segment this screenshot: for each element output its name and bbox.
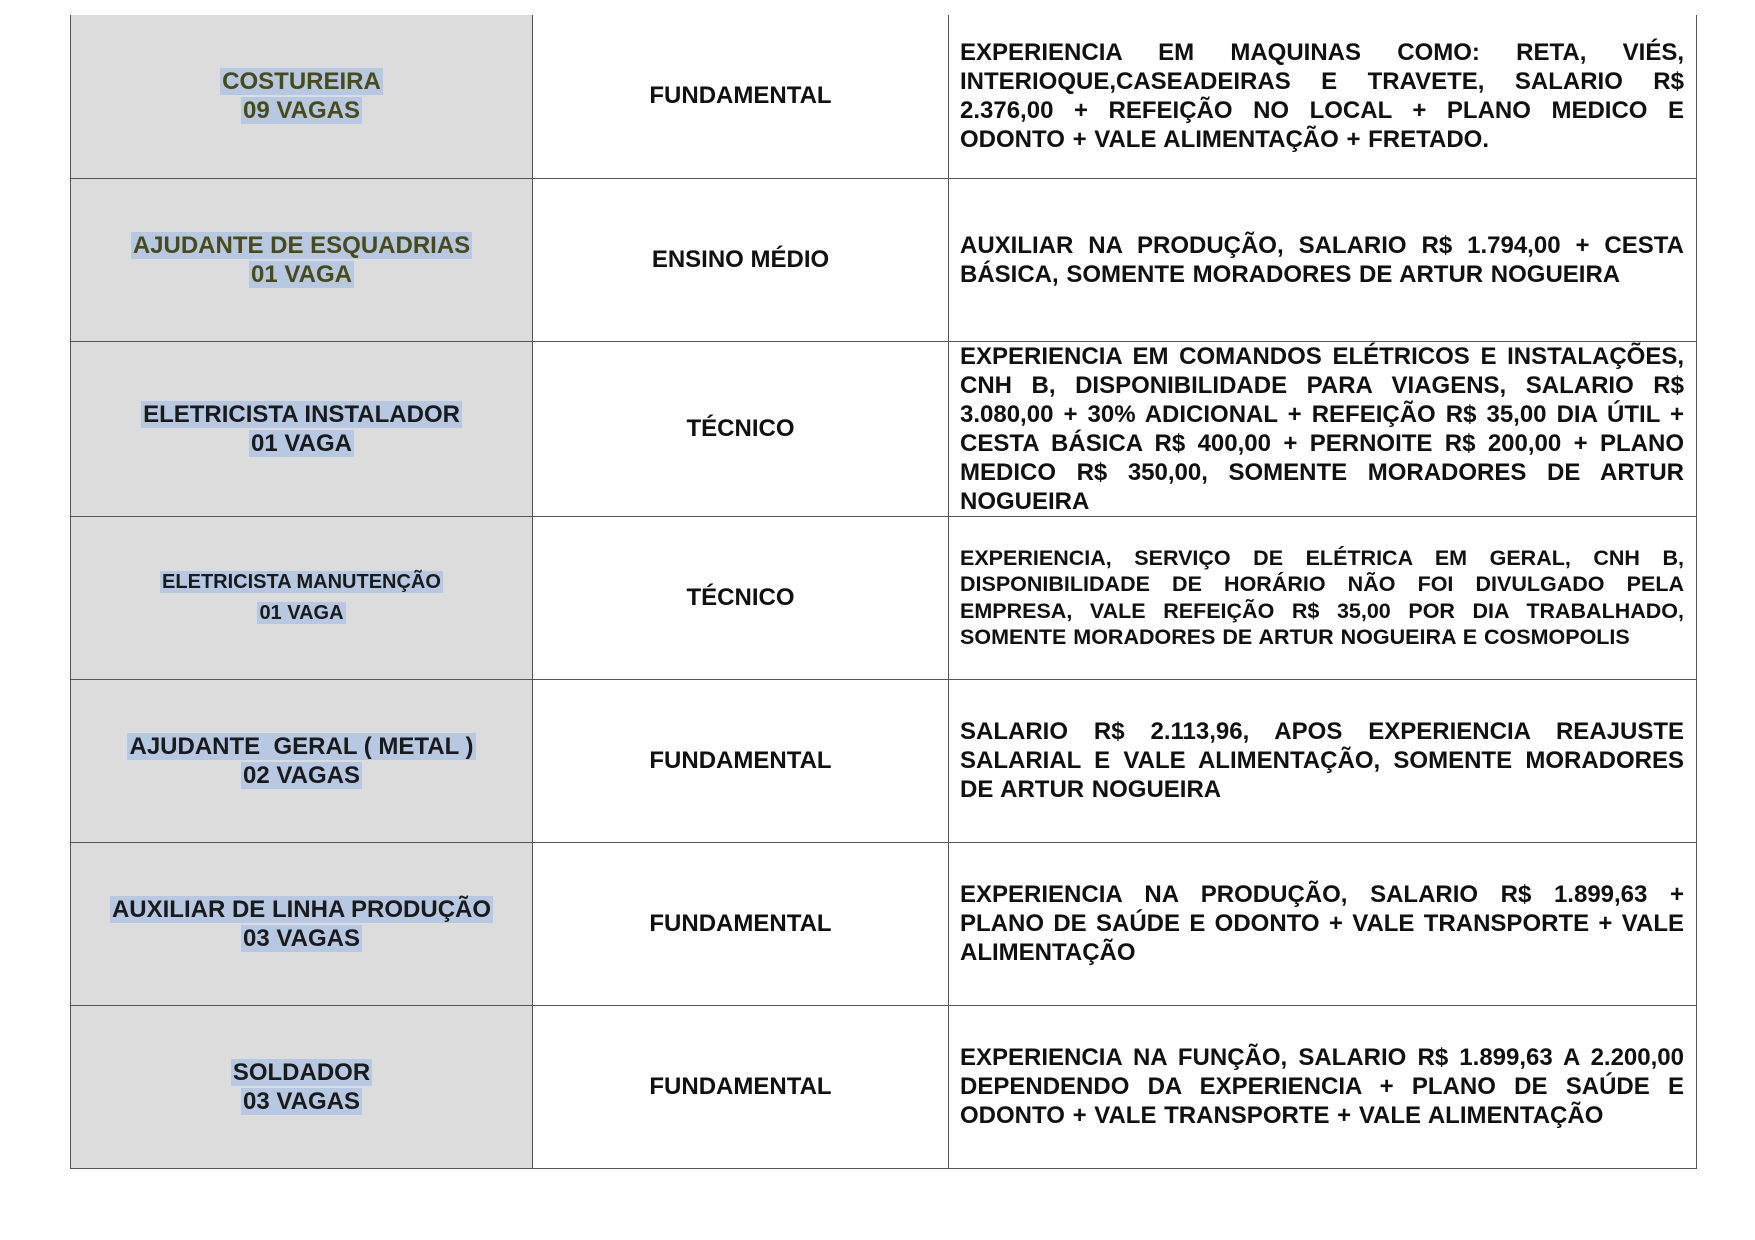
table-row bbox=[71, 15, 1697, 178]
job-vacancies: 02 VAGAS bbox=[243, 761, 360, 789]
job-title: AJUDANTE GERAL ( METAL ) bbox=[129, 732, 474, 760]
job-title: SOLDADOR bbox=[232, 1058, 371, 1086]
table-row bbox=[71, 1005, 1697, 1168]
description-cell: EXPERIENCIA EM MAQUINAS COMO: RETA, VIÉS, INTERIOQUE,CASEADEIRAS E TRAVETE, SALARIO R$ 2.376,00 + REFEIÇÃO NO LOCAL + PLANO MEDICO E ODONTO + VALE ALIMENTAÇÃO + FRETADO. bbox=[949, 15, 1697, 178]
job-vacancies: 01 VAGA bbox=[259, 601, 344, 624]
table-row bbox=[71, 341, 1697, 516]
job-title: AJUDANTE DE ESQUADRIAS bbox=[132, 231, 471, 259]
job-title-cell bbox=[71, 341, 533, 516]
job-vacancies: 03 VAGAS bbox=[243, 924, 360, 952]
job-vacancies: 01 VAGA bbox=[251, 429, 352, 457]
job-title-cell bbox=[71, 842, 533, 1005]
job-vacancies: 01 VAGA bbox=[251, 260, 352, 288]
description-cell: EXPERIENCIA NA PRODUÇÃO, SALARIO R$ 1.899,63 + PLANO DE SAÚDE E ODONTO + VALE TRANSPORTE + VALE ALIMENTAÇÃO bbox=[949, 842, 1697, 1005]
job-title-cell bbox=[71, 679, 533, 842]
education-cell: FUNDAMENTAL bbox=[533, 842, 949, 1005]
education-cell: ENSINO MÉDIO bbox=[533, 178, 949, 341]
description-cell: EXPERIENCIA, SERVIÇO DE ELÉTRICA EM GERAL, CNH B, DISPONIBILIDADE DE HORÁRIO NÃO FOI DIVULGADO PELA EMPRESA, VALE REFEIÇÃO R$ 35,00 POR DIA TRABALHADO, SOMENTE MORADORES DE ARTUR NOGUEIRA E COSMOPOLIS bbox=[949, 516, 1697, 679]
table-row bbox=[71, 679, 1697, 842]
job-title: ELETRICISTA INSTALADOR bbox=[143, 400, 460, 428]
description-cell: SALARIO R$ 2.113,96, APOS EXPERIENCIA REAJUSTE SALARIAL E VALE ALIMENTAÇÃO, SOMENTE MORADORES DE ARTUR NOGUEIRA bbox=[949, 679, 1697, 842]
job-title: COSTUREIRA bbox=[222, 68, 381, 96]
job-vacancies: 03 VAGAS bbox=[243, 1087, 360, 1115]
job-title-cell bbox=[71, 1005, 533, 1168]
description-cell: EXPERIENCIA EM COMANDOS ELÉTRICOS E INSTALAÇÕES, CNH B, DISPONIBILIDADE PARA VIAGENS, SALARIO R$ 3.080,00 + 30% ADICIONAL + REFEIÇÃO R$ 35,00 DIA ÚTIL + CESTA BÁSICA R$ 400,00 + PERNOITE R$ 200,00 + PLANO MEDICO R$ 350,00, SOMENTE MORADORES DE ARTUR NOGUEIRA bbox=[949, 341, 1697, 516]
job-title-cell bbox=[71, 15, 533, 178]
table-row bbox=[71, 178, 1697, 341]
description-cell: AUXILIAR NA PRODUÇÃO, SALARIO R$ 1.794,00 + CESTA BÁSICA, SOMENTE MORADORES DE ARTUR NOGUEIRA bbox=[949, 178, 1697, 341]
table-row bbox=[71, 842, 1697, 1005]
job-vacancies: 09 VAGAS bbox=[243, 97, 360, 125]
education-cell: TÉCNICO bbox=[533, 516, 949, 679]
job-title: ELETRICISTA MANUTENÇÃO bbox=[162, 570, 441, 593]
job-title-cell bbox=[71, 516, 533, 679]
description-cell: EXPERIENCIA NA FUNÇÃO, SALARIO R$ 1.899,63 A 2.200,00 DEPENDENDO DA EXPERIENCIA + PLANO DE SAÚDE E ODONTO + VALE TRANSPORTE + VALE ALIMENTAÇÃO bbox=[949, 1005, 1697, 1168]
job-openings-table bbox=[70, 15, 1697, 1169]
education-cell: FUNDAMENTAL bbox=[533, 679, 949, 842]
education-cell: FUNDAMENTAL bbox=[533, 15, 949, 178]
education-cell: TÉCNICO bbox=[533, 341, 949, 516]
table-row bbox=[71, 516, 1697, 679]
job-title: AUXILIAR DE LINHA PRODUÇÃO bbox=[111, 895, 492, 923]
education-cell: FUNDAMENTAL bbox=[533, 1005, 949, 1168]
job-title-cell bbox=[71, 178, 533, 341]
